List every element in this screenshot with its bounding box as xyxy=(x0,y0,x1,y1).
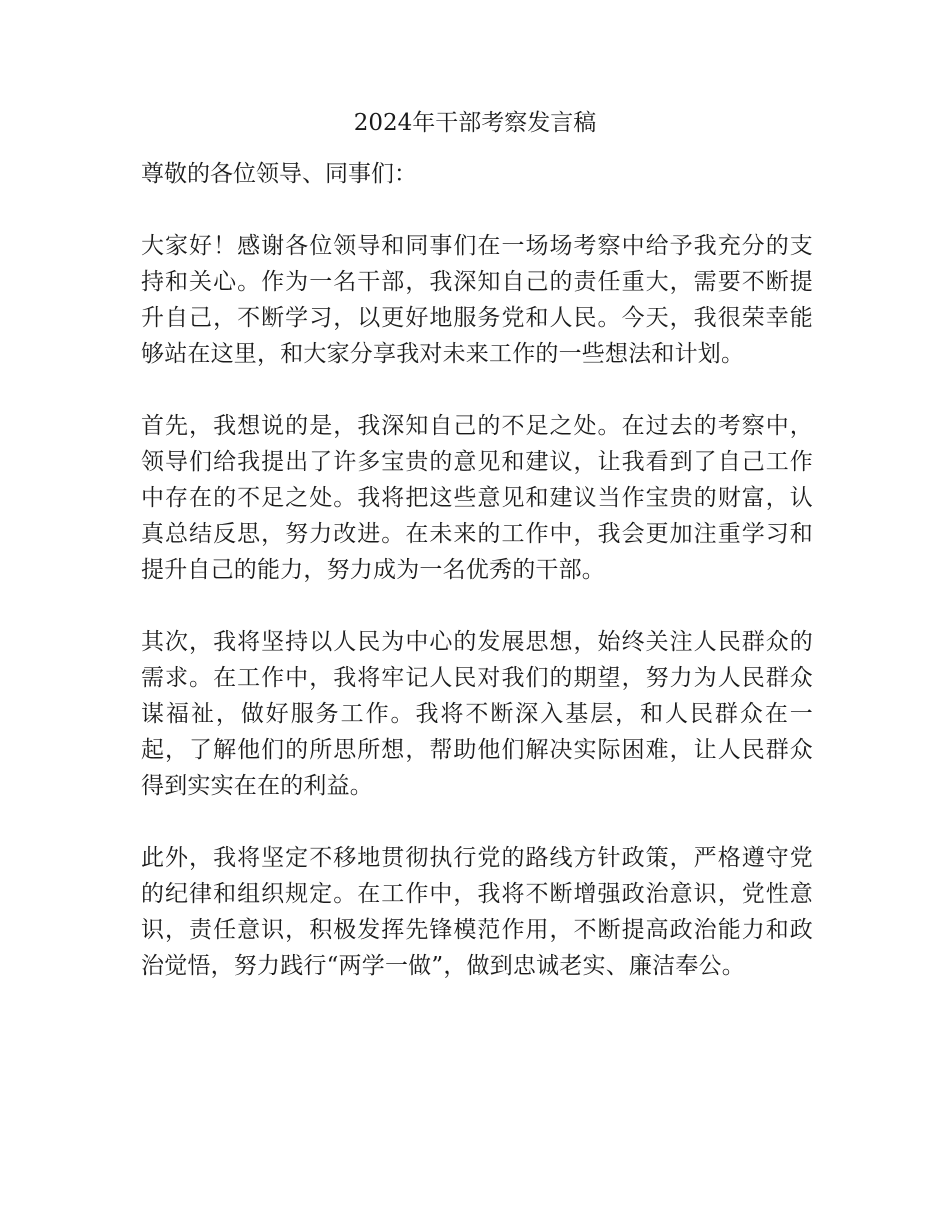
paragraph-shortcomings: 首先，我想说的是，我深知自己的不足之处。在过去的考察中，领导们给我提出了许多宝贵的意见和建议，让我看到了自己工作中存在的不足之处。我将把这些意见和建议当作宝贵的财富，认真总结反思，努力改进。在未来的工作中，我会更加注重学习和提升自己的能力，努力成为一名优秀的干部。 xyxy=(141,413,813,583)
document-title: 2024年干部考察发言稿 xyxy=(353,110,597,136)
paragraph-greeting: 大家好！感谢各位领导和同事们在一场场考察中给予我充分的支持和关心。作为一名干部，我深知自己的责任重大，需要不断提升自己，不断学习，以更好地服务党和人民。今天，我很荣幸能够站在这里，和大家分享我对未来工作的一些想法和计划。 xyxy=(141,233,813,367)
paragraph-people-centered: 其次，我将坚持以人民为中心的发展思想，始终关注人民群众的需求。在工作中，我将牢记人民对我们的期望，努力为人民群众谋福祉，做好服务工作。我将不断深入基层，和人民群众在一起，了解他们的所思所想，帮助他们解决实际困难，让人民群众得到实实在在的利益。 xyxy=(141,629,813,799)
salutation: 尊敬的各位领导、同事们： xyxy=(141,161,417,187)
document-body xyxy=(141,156,813,1020)
paragraph-party-discipline: 此外，我将坚定不移地贯彻执行党的路线方针政策，严格遵守党的纪律和组织规定。在工作中，我将不断增强政治意识，党性意识，责任意识，积极发挥先锋模范作用，不断提高政治能力和政治觉悟，努力践行“两学一做”，做到忠诚老实、廉洁奉公。 xyxy=(141,845,813,979)
